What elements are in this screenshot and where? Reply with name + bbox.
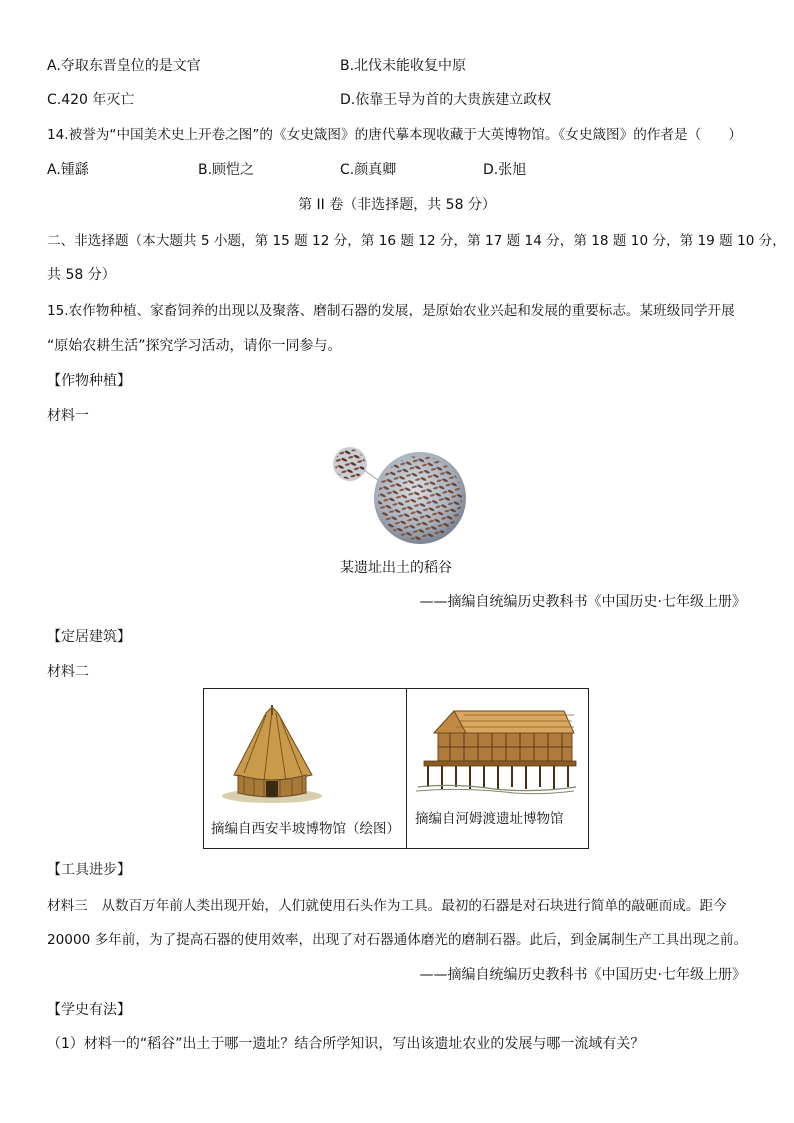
- rice-caption: 某遗址出土的稻谷: [340, 560, 452, 576]
- q14-option-d: D.张旭: [483, 162, 527, 178]
- hemudu-caption: 摘编自河姆渡遗址博物馆: [415, 811, 564, 827]
- material1-label: 材料一: [47, 408, 89, 424]
- q15-stem-line2: “原始农耕生活”探究学习活动，请你一同参与。: [47, 338, 342, 354]
- q13-option-c: C.420 年灭亡: [47, 92, 135, 108]
- section-intro-line1: 二、非选择题（本大题共 5 小题，第 15 题 12 分，第 16 题 12 分，第 17 题 14 分，第 18 题 10 分，第 19 题 10 分，: [47, 233, 786, 249]
- heading-tool-progress: 【工具进步】: [47, 862, 131, 878]
- buildings-table: [203, 688, 589, 849]
- material3-line1: 材料三 从数百万年前人类出现开始，人们就使用石头作为工具。最初的石器是对石块进行简单的敲砸而成。距今: [47, 898, 727, 914]
- heading-crop-planting: 【作物种植】: [47, 373, 131, 389]
- hemudu-stilt-house-image: [414, 703, 579, 795]
- material3-line2: 20000 多年前，为了提高石器的使用效率，出现了对石器通体磨光的磨制石器。此后，到金属制生产工具出现之前。: [47, 932, 748, 948]
- question-1: （1）材料一的“稻谷”出土于哪一遗址？结合所学知识，写出该遗址农业的发展与哪一流域有关？: [47, 1036, 645, 1052]
- q13-option-a: A.夺取东晋皇位的是文官: [47, 58, 201, 74]
- material2-label: 材料二: [47, 664, 89, 680]
- table-divider: [406, 689, 407, 848]
- q15-stem-line1: 15.农作物种植、家畜饲养的出现以及聚落、磨制石器的发展，是原始农业兴起和发展的重要标志。某班级同学开展: [47, 303, 735, 319]
- heading-settled-buildings: 【定居建筑】: [47, 629, 131, 645]
- banpo-caption: 摘编自西安半坡博物馆（绘图）: [211, 821, 400, 837]
- q13-option-d: D.依靠王导为首的大贵族建立政权: [340, 92, 552, 108]
- q14-option-b: B.顾恺之: [198, 162, 255, 178]
- q13-option-b: B.北伐未能收复中原: [340, 58, 467, 74]
- q14-option-a: A.锺繇: [47, 162, 89, 178]
- source-material3: ——摘编自统编历史教科书《中国历史·七年级上册》: [419, 967, 746, 983]
- section-intro-line2: 共 58 分）: [47, 267, 116, 283]
- source-material1: ——摘编自统编历史教科书《中国历史·七年级上册》: [419, 594, 746, 610]
- q14-option-c: C.颜真卿: [340, 162, 397, 178]
- section-title: 第 II 卷（非选择题，共 58 分）: [298, 197, 496, 213]
- rice-grain-image: [328, 440, 468, 550]
- q14-stem: 14.被誉为“中国美术史上开卷之图”的《女史箴图》的唐代摹本现收藏于大英博物馆。《女史箴图》的作者是（ ）: [47, 127, 742, 143]
- heading-history-method: 【学史有法】: [47, 1002, 131, 1018]
- banpo-hut-image: [214, 701, 324, 806]
